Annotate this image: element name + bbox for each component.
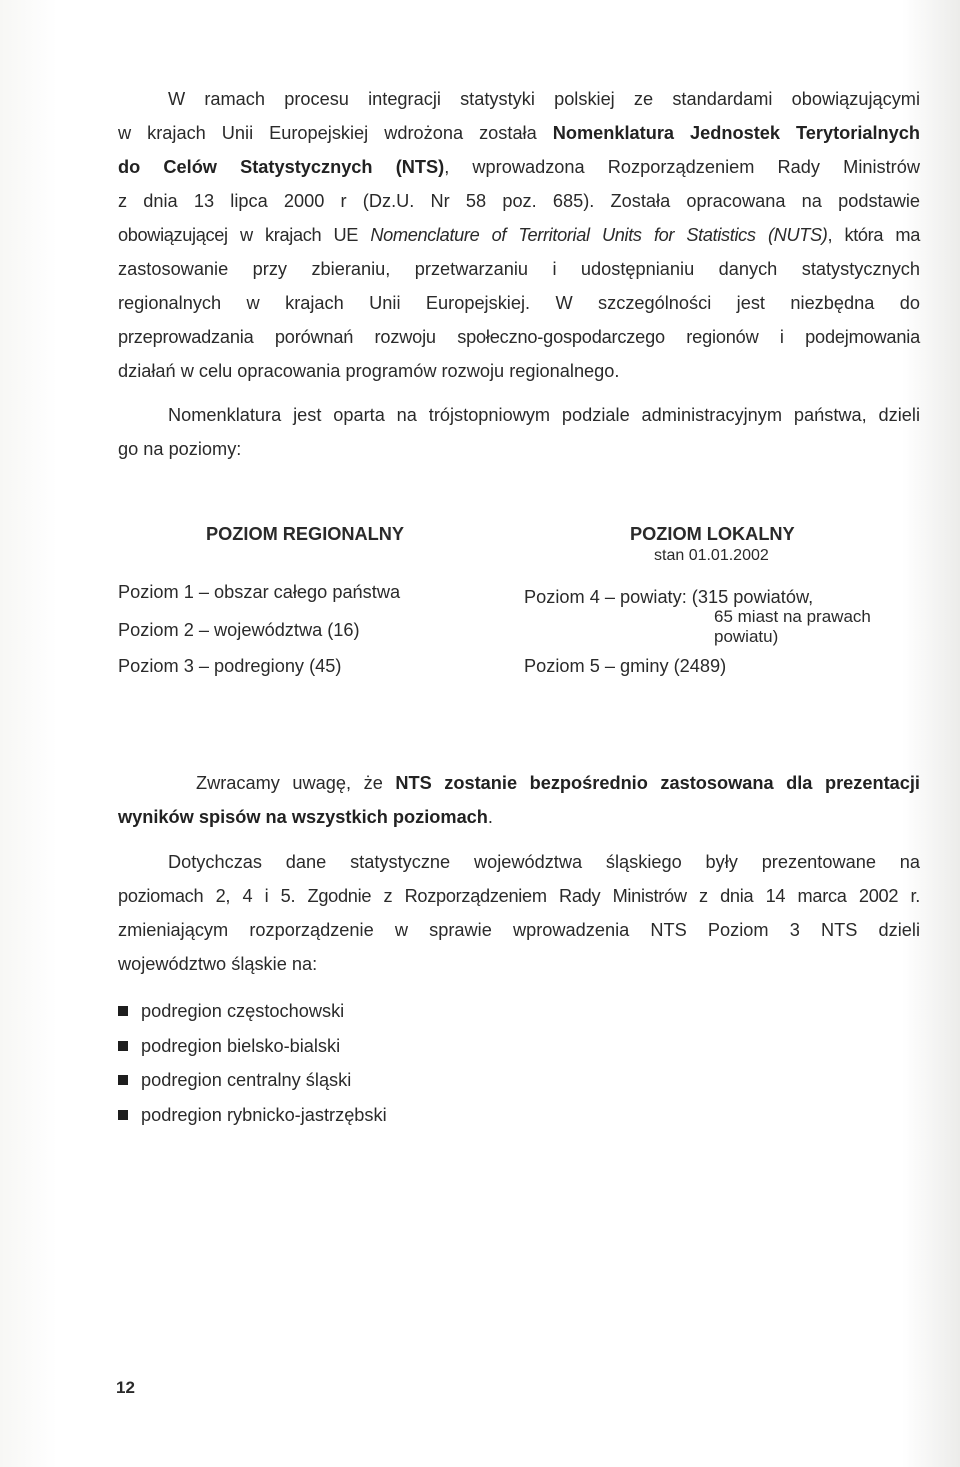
notice-paragraph <box>118 766 920 834</box>
nuts-name-italic: Nomenclature of Territorial Units for Statistics (NUTS) <box>370 225 828 245</box>
square-bullet-icon <box>118 1041 128 1051</box>
local-level-heading: POZIOM LOKALNY <box>630 524 795 544</box>
text-line: go na poziomy: <box>118 439 242 459</box>
square-bullet-icon <box>118 1075 128 1085</box>
text-line: województwo śląskie na: <box>118 954 318 974</box>
level-4-continuation: 65 miast na prawach <box>714 607 871 626</box>
notice-bold: wyników spisów na wszystkich poziomach <box>118 807 488 827</box>
text-line: zmieniającym rozporządzenie w sprawie wprowadzenia NTS Poziom 3 NTS dzieli <box>118 920 920 940</box>
square-bullet-icon <box>118 1006 128 1016</box>
list-item: podregion rybnicko-jastrzębski <box>118 1098 387 1133</box>
list-item: podregion centralny śląski <box>118 1063 387 1098</box>
text-line: regionalnych w krajach Unii Europejskiej. W szczególności jest niezbędna do <box>118 293 920 313</box>
text-line: Dotychczas dane statystyczne województwa śląskiego były prezentowane na <box>168 852 920 872</box>
silesia-paragraph <box>118 845 920 981</box>
local-level-date: stan 01.01.2002 <box>654 547 769 564</box>
text-line: Zwracamy uwagę, że NTS zostanie bezpośrednio zastosowana dla prezentacji <box>196 773 920 793</box>
text-line: poziomach 2, 4 i 5. Zgodnie z Rozporządzeniem Rady Ministrów z dnia 14 marca 2002 r. <box>118 886 920 906</box>
nts-name-bold: Nomenklatura Jednostek Terytorialnych <box>552 123 920 143</box>
regional-level-heading: POZIOM REGIONALNY <box>206 524 405 544</box>
text-line: w krajach Unii Europejskiej wdrożona została Nomenklatura Jednostek Terytorialnych <box>118 123 920 143</box>
level-5-item: Poziom 5 – gminy (2489) <box>524 656 727 676</box>
text-line: obowiązującej w krajach UE Nomenclature of Territorial Units for Statistics (NUTS), która ma <box>118 225 921 245</box>
subregion-list <box>118 994 387 1132</box>
level-4-continuation: powiatu) <box>714 627 779 646</box>
text-line: W ramach procesu integracji statystyki polskiej ze standardami obowiązującymi <box>168 89 920 109</box>
level-4-item: Poziom 4 – powiaty: (315 powiatów, <box>524 587 814 607</box>
text-line: z dnia 13 lipca 2000 r (Dz.U. Nr 58 poz. 685). Została opracowana na podstawie <box>118 191 920 211</box>
text-line: działań w celu opracowania programów rozwoju regionalnego. <box>118 361 620 381</box>
text-line: zastosowanie przy zbieraniu, przetwarzaniu i udostępnianiu danych statystycznych <box>118 259 920 279</box>
page-number: 12 <box>116 1378 135 1397</box>
level-1-item: Poziom 1 – obszar całego państwa <box>118 582 401 602</box>
intro-paragraph <box>118 82 920 388</box>
levels-intro-paragraph <box>118 398 920 466</box>
text-line: Nomenklatura jest oparta na trójstopniowym podziale administracyjnym państwa, dzieli <box>168 405 920 425</box>
text-line: wyników spisów na wszystkich poziomach. <box>118 807 493 827</box>
text-line: do Celów Statystycznych (NTS), wprowadzona Rozporządzeniem Rady Ministrów <box>118 157 920 177</box>
level-2-item: Poziom 2 – województwa (16) <box>118 620 360 640</box>
notice-bold: NTS zostanie bezpośrednio zastosowana dla prezentacji <box>395 773 920 793</box>
square-bullet-icon <box>118 1110 128 1120</box>
list-item: podregion częstochowski <box>118 994 387 1029</box>
text-line: przeprowadzania porównań rozwoju społeczno-gospodarczego regionów i podejmowania <box>118 327 920 347</box>
level-3-item: Poziom 3 – podregiony (45) <box>118 656 342 676</box>
list-item: podregion bielsko-bialski <box>118 1029 387 1064</box>
nts-name-bold: do Celów Statystycznych (NTS) <box>118 157 445 177</box>
